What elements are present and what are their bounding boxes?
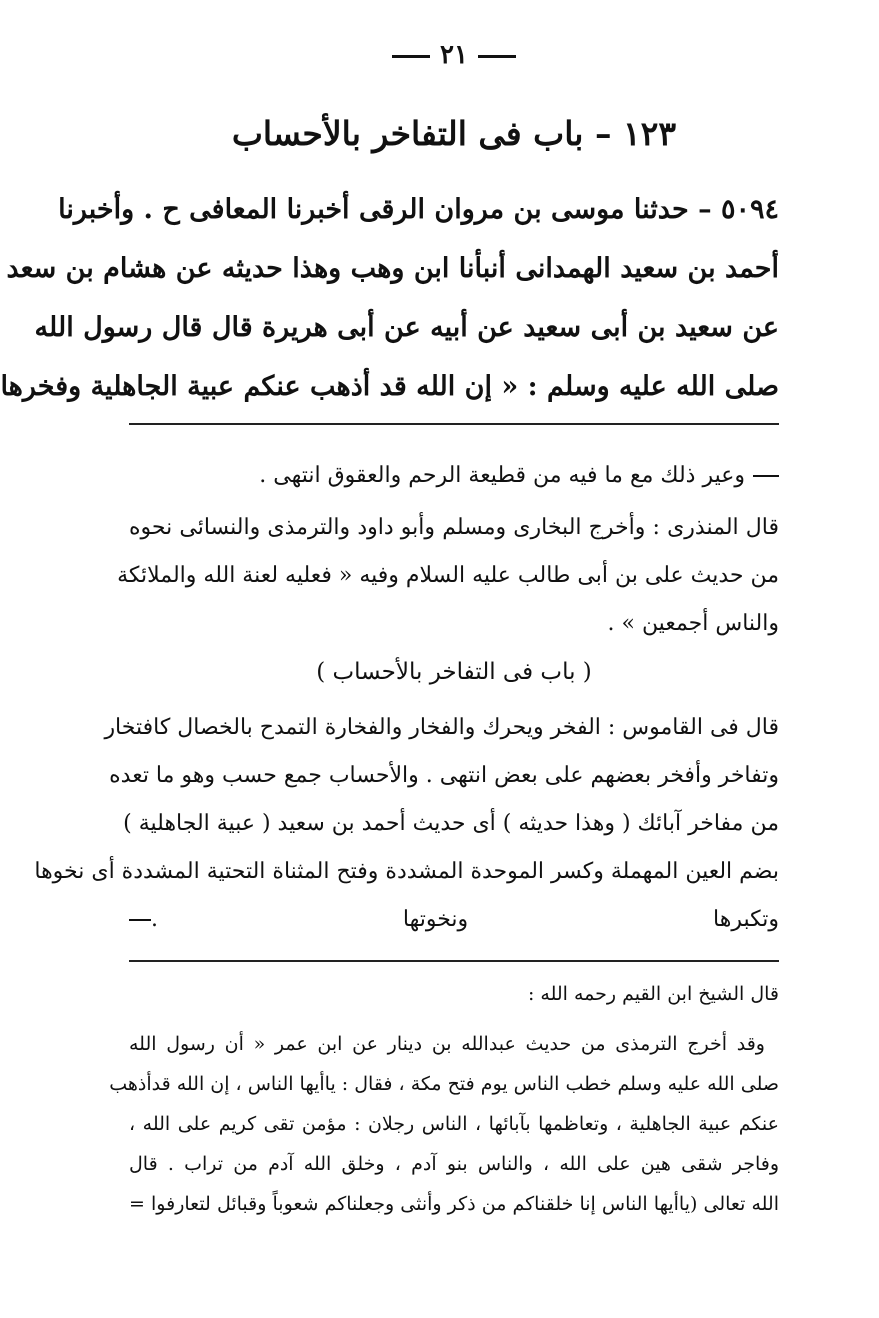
divider-rule-footnote [129, 960, 779, 962]
commentary-line: وتفاخر وأفخر بعضهم على بعض انتهى . والأحساب جمع حسب وهو ما تعده [109, 763, 779, 788]
commentary-line: قال المنذرى : وأخرج البخارى ومسلم وأبو داود والترمذى والنسائى نحوه [129, 515, 779, 540]
hadith-text [0, 180, 779, 416]
commentary-line: والناس أجمعين » . [607, 611, 779, 636]
hadith-line: ٥٠٩٤ – حدثنا موسى بن مروان الرقى أخبرنا المعافى ح . وأخبرنا [58, 194, 779, 225]
commentary-line-text: وعير ذلك مع ما فيه من قطيعة الرحم والعقوق انتهى . [259, 463, 745, 488]
trailing-dash [129, 919, 151, 921]
footnote-line: صلى الله عليه وسلم خطب الناس يوم فتح مكة ، فقال : ياأيها الناس ، إن الله قدأذهب [109, 1073, 779, 1095]
page-number-dash-left [392, 55, 430, 58]
divider-rule-top [129, 423, 779, 425]
section-heading: ( باب فى التفاخر بالأحساب ) [316, 659, 592, 685]
footnote-line: عنكم عبية الجاهلية ، وتعاظمها بآبائها ، الناس رجلان : مؤمن تقى كريم على الله ، [129, 1113, 779, 1135]
em-dash [753, 475, 779, 477]
footnote-block [109, 974, 779, 1224]
commentary-line: من مفاخر آبائك ( وهذا حديثه ) أى حديث أحمد بن سعيد ( عبية الجاهلية ) [123, 811, 779, 836]
commentary-line: بضم العين المهملة وكسر الموحدة المشددة وفتح المثناة التحتية المشددة أى نخوها [34, 859, 779, 884]
footnote-line: وفاجر شقى هين على الله ، والناس بنو آدم ، وخلق الله آدم من تراب . قال [129, 1153, 779, 1175]
footnote-line: الله تعالى (ياأيها الناس إنا خلقناكم من ذكر وأنثى وجعلناكم شعوباً وقبائل لتعارفوا = [129, 1193, 779, 1215]
chapter-title: ١٢٣ – باب فى التفاخر بالأحساب [231, 114, 677, 153]
hadith-line: أحمد بن سعيد الهمدانى أنبأنا ابن وهب وهذا حديثه عن هشام بن سعد [6, 253, 779, 284]
commentary-line-last [129, 896, 779, 944]
commentary-block [34, 452, 779, 944]
footnote-line: وقد أخرج الترمذى من حديث عبدالله بن دينار عن ابن عمر « أن رسول الله [129, 1033, 765, 1055]
hadith-line: عن سعيد بن أبى سعيد عن أبيه عن أبى هريرة قال قال رسول الله [34, 312, 779, 343]
footnote-heading: قال الشيخ ابن القيم رحمه الله : [527, 983, 779, 1005]
commentary-line [129, 452, 779, 500]
commentary-line: من حديث على بن أبى طالب عليه السلام وفيه « فعليه لعنة الله والملائكة [117, 563, 779, 588]
page-number [29, 40, 879, 70]
hadith-line: صلى الله عليه وسلم : « إن الله قد أذهب عنكم عبية الجاهلية وفخرها [0, 371, 779, 402]
commentary-line: قال فى القاموس : الفخر ويحرك والفخار والفخارة التمدح بالخصال كافتخار [104, 715, 779, 740]
commentary-line-text: وتكبرها ونخوتها . [151, 907, 779, 932]
page-number-text: ٢١ [440, 40, 468, 70]
page-number-dash-right [478, 55, 516, 58]
